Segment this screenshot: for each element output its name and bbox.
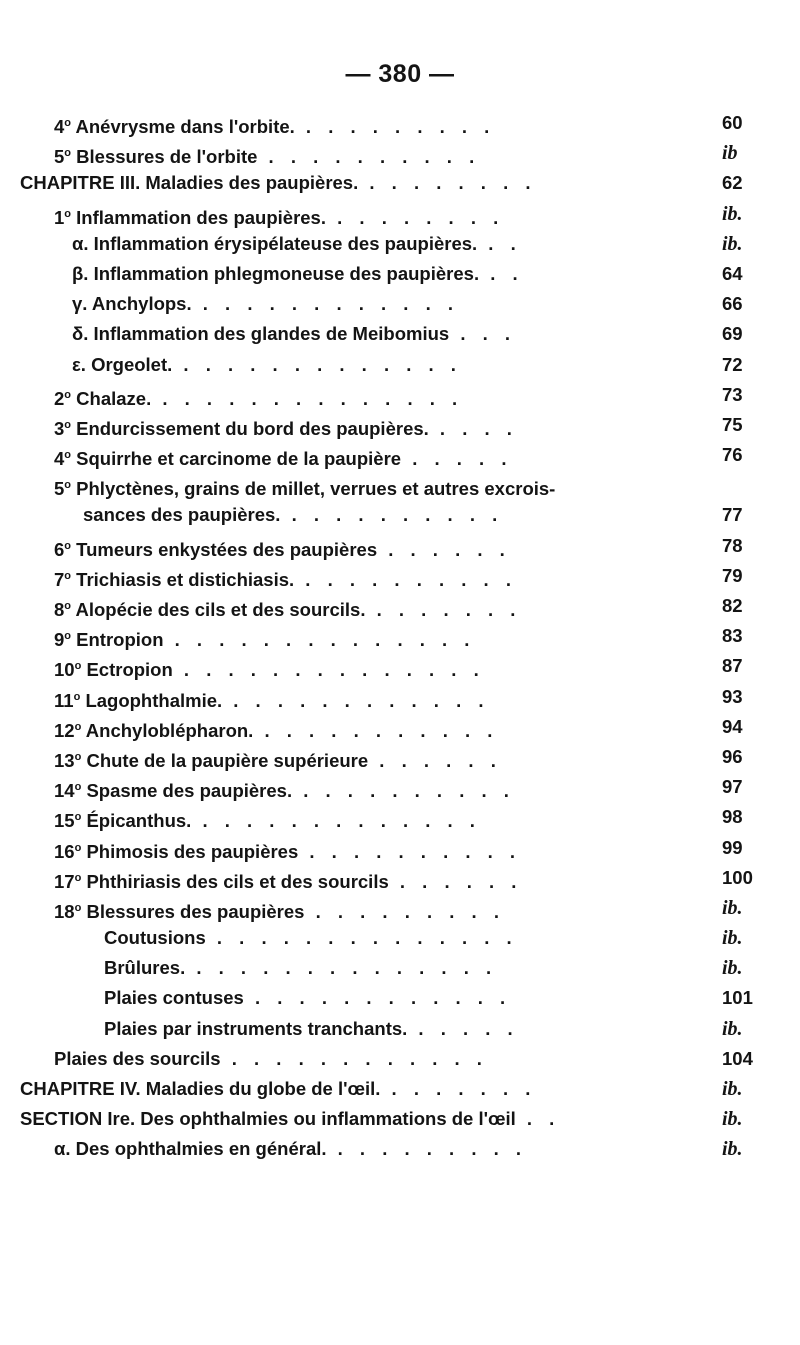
table-of-contents — [0, 108, 800, 1165]
entry-number: ε. — [72, 353, 86, 375]
entry-number: β. — [72, 262, 89, 284]
dot-leader: . . . . . . . . . — [304, 900, 505, 922]
entry-number-suffix: o — [64, 630, 72, 643]
entry-title: Orgeolet. — [91, 353, 173, 375]
entry-number: 2$^o$ — [54, 387, 72, 409]
toc-entry — [0, 108, 800, 138]
entry-number: 12$^o$ — [54, 719, 82, 741]
entry-number: 5$^o$ — [54, 478, 72, 500]
entry-title: Inflammation érysipélateuse des paupières. — [93, 232, 478, 254]
entry-page: 62 — [722, 172, 743, 194]
toc-entry — [0, 1074, 800, 1104]
entry-number-suffix: o — [64, 147, 72, 160]
entry-number: 3$^o$ — [54, 417, 72, 439]
dot-leader: . . . . . . . . . . — [294, 568, 517, 590]
dot-leader: . . . . . . . . . . . . . . — [163, 629, 476, 651]
toc-entry — [0, 531, 800, 561]
dot-leader: . . . . . . . . — [358, 172, 537, 194]
entry-title: Alopécie des cils et des sourcils. — [75, 599, 366, 620]
entry-number: 4$^o$ — [54, 116, 72, 137]
entry-page: ib — [722, 142, 738, 165]
toc-entry — [0, 923, 800, 953]
entry-title: Plaies des sourcils — [54, 1047, 221, 1069]
entry-page: 66 — [722, 293, 743, 315]
entry-number: 10$^o$ — [54, 659, 82, 681]
toc-entry — [0, 500, 800, 530]
dot-leader: . . . . . . — [377, 538, 511, 560]
toc-entry — [0, 470, 800, 500]
entry-title: Inflammation des paupières. — [76, 206, 326, 228]
dot-leader: . . . . . . . . . . — [257, 146, 481, 168]
dot-leader: . . . . . . — [388, 870, 523, 892]
entry-page: ib. — [722, 927, 743, 950]
entry-number-suffix: o — [74, 901, 82, 914]
dot-leader: . . . . . . . . . . — [280, 504, 504, 526]
entry-number-suffix: o — [74, 841, 82, 854]
entry-page: ib. — [722, 1108, 743, 1131]
entry-title: Squirrhe et carcinome de la paupière — [76, 448, 402, 470]
entry-title: Trichiasis et distichiasis. — [76, 568, 295, 590]
dot-leader: . . . — [449, 323, 517, 345]
dot-leader: . . — [479, 262, 524, 284]
dot-leader: . . . . . . . . . . . . . . — [185, 957, 498, 979]
toc-entry — [0, 651, 800, 681]
entry-number: 11$^o$ — [54, 689, 81, 711]
dot-leader: . . . . — [428, 417, 518, 439]
toc-entry — [0, 1044, 800, 1074]
entry-title: Phthiriasis des cils et des sourcils — [86, 870, 389, 892]
entry-number-suffix: o — [64, 479, 72, 492]
entry-title: Anévrysme dans l'orbite. — [75, 116, 295, 137]
entry-number: 5$^o$ — [54, 146, 72, 168]
entry-title: Phimosis des paupières — [86, 840, 299, 862]
toc-entry — [0, 983, 800, 1013]
entry-number-suffix: o — [73, 690, 81, 703]
entry-title: sances des paupières. — [83, 504, 281, 526]
dot-leader: . . . . . . . . . . . . — [220, 1047, 488, 1069]
entry-number: 18$^o$ — [54, 900, 82, 922]
toc-entry — [0, 289, 800, 319]
entry-number-suffix: o — [64, 117, 72, 129]
toc-entry — [0, 138, 800, 168]
entry-number: α. — [54, 1138, 71, 1160]
dot-leader: . . . . . . . . . . — [298, 840, 522, 862]
entry-page: 76 — [722, 444, 743, 466]
entry-title: Inflammation des glandes de Meibomius — [93, 323, 450, 345]
entry-title: Ectropion — [86, 659, 173, 681]
entry-title: CHAPITRE III. Maladies des paupières. — [20, 172, 359, 194]
entry-title: CHAPITRE IV. Maladies du globe de l'œil. — [20, 1078, 381, 1099]
dot-leader: . . . . . . . . . . . . — [222, 689, 490, 711]
toc-entry — [0, 229, 800, 259]
entry-page: 79 — [722, 564, 743, 586]
entry-number: 16$^o$ — [54, 840, 82, 862]
dot-leader: . . . . . — [407, 1017, 519, 1039]
entry-page: 101 — [722, 987, 753, 1009]
entry-title: Blessures de l'orbite — [76, 146, 258, 168]
toc-entry — [0, 591, 800, 621]
entry-number-suffix: o — [74, 660, 82, 673]
entry-number-suffix: o — [74, 750, 82, 763]
dot-leader: . . . . . . . . . . . . . — [172, 353, 462, 375]
entry-page: 99 — [722, 836, 743, 858]
toc-entry — [0, 893, 800, 923]
dot-leader: . . . . . . . . . . . — [253, 719, 499, 741]
entry-number: 6$^o$ — [54, 538, 72, 560]
entry-title: Chute de la paupière supérieure — [86, 749, 369, 771]
entry-number-suffix: o — [74, 720, 82, 733]
entry-number-suffix: o — [64, 418, 72, 431]
dot-leader: . . . . . . . . . . — [292, 780, 515, 802]
entry-number: 15$^o$ — [54, 810, 82, 832]
entry-title: Inflammation phlegmoneuse des paupières. — [93, 262, 480, 284]
toc-entry — [0, 712, 800, 742]
dot-leader: . . . . . . . . . . . . — [243, 987, 512, 1009]
entry-number: 8$^o$ — [54, 599, 72, 620]
entry-page: 94 — [722, 715, 743, 737]
toc-entry — [0, 319, 800, 349]
entry-number: γ. — [72, 293, 88, 315]
toc-entry — [0, 199, 800, 229]
entry-page: 93 — [722, 685, 743, 707]
entry-page: 97 — [722, 776, 743, 798]
entry-title: Brûlures. — [104, 957, 186, 979]
entry-title: SECTION Ire. Des ophthalmies ou inflammations de l'œil — [20, 1108, 516, 1130]
entry-number: δ. — [72, 323, 89, 345]
dot-leader: . . . . . . . . . . . . . . — [205, 927, 518, 949]
toc-entry — [0, 833, 800, 863]
entry-page: 60 — [722, 112, 743, 133]
entry-number: 9$^o$ — [54, 629, 72, 651]
toc-entry — [0, 410, 800, 440]
entry-title: Anchyloblépharon. — [85, 719, 254, 741]
dot-leader: . . . . . . . . . — [294, 116, 496, 137]
entry-number: 14$^o$ — [54, 780, 82, 802]
dot-leader: . . — [477, 232, 522, 254]
entry-page: ib. — [722, 1017, 743, 1040]
entry-page: ib. — [722, 1078, 743, 1100]
entry-title: Phlyctènes, grains de millet, verrues et autres excrois- — [76, 478, 556, 500]
entry-number: 13$^o$ — [54, 749, 82, 771]
entry-page: 82 — [722, 595, 743, 616]
toc-entry — [0, 621, 800, 651]
entry-page: ib. — [722, 896, 743, 919]
entry-number: α. — [72, 232, 89, 254]
entry-title: Plaies par instruments tranchants. — [104, 1017, 408, 1039]
toc-entry — [0, 682, 800, 712]
toc-entry — [0, 802, 800, 832]
dot-leader: . . . . . . . . . . . . . — [191, 810, 481, 832]
toc-entry — [0, 168, 800, 198]
entry-number-suffix: o — [64, 207, 72, 220]
dot-leader: . . . . . . . . . . . . . . — [151, 387, 464, 409]
entry-page: 96 — [722, 745, 743, 767]
entry-title: Coutusions — [104, 927, 206, 949]
toc-entry — [0, 953, 800, 983]
entry-page: 78 — [722, 534, 743, 556]
entry-page: 98 — [722, 806, 743, 828]
entry-number-suffix: o — [64, 569, 72, 582]
entry-title: Épicanthus. — [86, 810, 192, 832]
toc-entry — [0, 440, 800, 470]
entry-title: Chalaze. — [76, 387, 152, 409]
toc-entry — [0, 1104, 800, 1134]
entry-number: 7$^o$ — [54, 568, 72, 590]
entry-title: Tumeurs enkystées des paupières — [76, 538, 378, 560]
dot-leader: . . . . . . . . . — [326, 1138, 528, 1160]
entry-number-suffix: o — [64, 388, 72, 401]
entry-title: Endurcissement du bord des paupières. — [76, 417, 429, 439]
entry-page: 77 — [722, 504, 743, 526]
entry-number-suffix: o — [64, 539, 72, 552]
entry-number: 4$^o$ — [54, 448, 72, 470]
entry-page: 100 — [722, 866, 753, 888]
entry-page: ib. — [722, 232, 743, 255]
entry-number-suffix: o — [74, 871, 82, 884]
entry-number-suffix: o — [74, 781, 82, 794]
dot-leader: . . . . . — [401, 448, 513, 470]
dot-leader: . . . . . . . . — [326, 206, 505, 228]
entry-title: Entropion — [76, 629, 164, 651]
entry-page: 64 — [722, 262, 743, 284]
toc-entry — [0, 561, 800, 591]
entry-page: ib. — [722, 202, 743, 225]
toc-entry — [0, 742, 800, 772]
dot-leader: . . . . . . . — [380, 1078, 537, 1099]
toc-entry — [0, 1134, 800, 1164]
toc-entry — [0, 350, 800, 380]
entry-page: ib. — [722, 1138, 743, 1161]
entry-title: Lagophthalmie. — [85, 689, 223, 711]
entry-page: 72 — [722, 353, 743, 375]
entry-title: Anchylops. — [91, 293, 192, 315]
entry-title: Blessures des paupières — [86, 900, 305, 922]
toc-entry — [0, 772, 800, 802]
entry-number-suffix: o — [64, 449, 72, 462]
entry-number: 17$^o$ — [54, 870, 82, 892]
page-number: — 380 — — [345, 60, 455, 88]
entry-title: Spasme des paupières. — [86, 780, 293, 802]
dot-leader: . . . . . . . . . . . . . . — [172, 659, 485, 681]
entry-page: 73 — [722, 383, 743, 405]
entry-page: 69 — [722, 323, 743, 345]
entry-title: Plaies contuses — [104, 987, 244, 1009]
entry-page: 75 — [722, 413, 743, 435]
entry-page: 87 — [722, 655, 743, 677]
dot-leader: . . . . . . . . . . . . — [191, 293, 459, 315]
entry-number-suffix: o — [74, 811, 82, 824]
entry-page: ib. — [722, 957, 743, 980]
dot-leader: . . . . . . . — [365, 599, 522, 620]
entry-number: 1$^o$ — [54, 206, 72, 228]
toc-entry — [0, 380, 800, 410]
dot-leader: . . — [515, 1108, 561, 1130]
toc-entry — [0, 1014, 800, 1044]
entry-page: 83 — [722, 625, 743, 647]
entry-page: 104 — [722, 1047, 753, 1069]
dot-leader: . . . . . . — [368, 749, 502, 771]
toc-entry — [0, 259, 800, 289]
entry-number-suffix: o — [64, 600, 72, 612]
entry-title: Des ophthalmies en général. — [75, 1138, 327, 1160]
toc-entry — [0, 863, 800, 893]
